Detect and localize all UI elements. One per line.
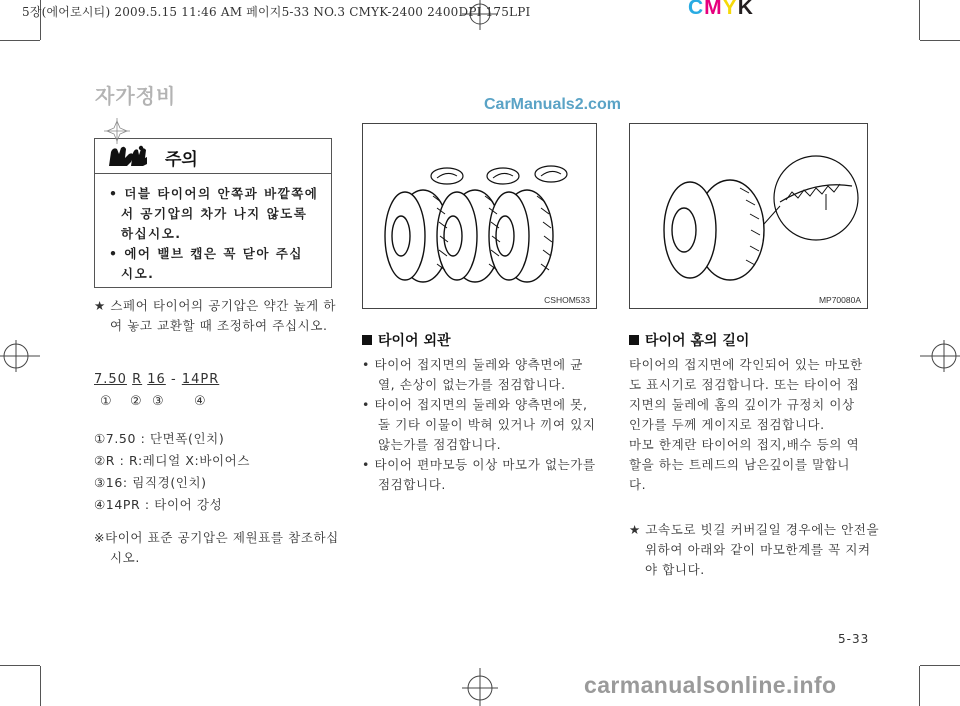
size-ply: 14PR — [181, 372, 220, 387]
size-dash: - — [170, 372, 177, 387]
crosshair-icon — [104, 118, 130, 144]
square-bullet-icon — [362, 335, 372, 345]
figure-tread-depth — [629, 123, 868, 309]
marker-2: ② — [130, 394, 142, 409]
caution-hands-icon — [107, 144, 149, 168]
print-header: 5장(에어로시티) 2009.5.15 11:46 AM 페이지5-33 NO.3 CMYK-2400 2400DPI 175LPI — [22, 5, 531, 19]
heading-tread-depth — [629, 330, 749, 350]
tire-illustration — [363, 124, 596, 292]
tire-size-definitions — [94, 428, 250, 516]
caution-item: • 더블 타이어의 안쪽과 바깥쪽에 서 공기압의 차가 나지 않도록 하십시오. — [109, 186, 319, 241]
registration-target-icon — [458, 668, 502, 706]
marker-3: ③ — [152, 394, 164, 409]
registration-target-icon — [920, 336, 960, 376]
cmyk-k: K — [737, 0, 754, 19]
square-bullet-icon — [629, 335, 639, 345]
tread-illustration — [630, 124, 867, 292]
tread-depth-text — [629, 355, 867, 495]
figure-tire-appearance — [362, 123, 597, 309]
crop-mark — [920, 40, 960, 41]
tire-size-code — [94, 372, 219, 387]
marker-4: ④ — [194, 394, 206, 409]
section-title: 자가정비 — [95, 84, 177, 108]
highway-rain-note: ★ 고속도로 빗길 커버길일 경우에는 안전을 위하여 아래와 같이 마모한계를 꼭 지켜야 합니다. — [629, 522, 880, 577]
cmyk-c: C — [688, 0, 705, 19]
crop-mark — [920, 665, 960, 666]
definition-item: ③16: 림직경(인치) — [94, 475, 207, 490]
cmyk-m: M — [704, 0, 723, 19]
cmyk-y: Y — [722, 0, 738, 19]
crop-mark — [919, 666, 920, 706]
heading-tire-appearance — [362, 330, 451, 350]
heading-text: 타이어 외관 — [378, 333, 451, 349]
definition-item: ①7.50 : 단면폭(인치) — [94, 431, 225, 446]
paragraph: 타이어의 접지면에 각인되어 있는 마모한도 표시기로 점검합니다. 또는 타이어 접지면의 둘레에 홈의 깊이가 규정치 이상인가를 두께 게이지로 점검합니다. — [629, 357, 863, 432]
crop-mark — [0, 665, 40, 666]
caution-title: 주의 — [165, 150, 198, 170]
caution-item: • 에어 밸브 캡은 꼭 닫아 주십 시오. — [109, 246, 303, 281]
pressure-reference-note: ※타이어 표준 공기압은 제원표를 참조하십시오. — [94, 530, 339, 565]
cmyk-label — [688, 0, 754, 20]
marker-1: ① — [100, 394, 112, 409]
definition-item: ④14PR : 타이어 강성 — [94, 497, 223, 512]
crop-mark — [0, 40, 40, 41]
watermark-top[interactable]: CarManuals2.com — [484, 96, 621, 113]
paragraph: 마모 한계란 타이어의 접지,배수 등의 역할을 하는 트레드의 남은깊이를 말합니다. — [629, 437, 860, 492]
caution-list — [95, 174, 331, 284]
size-rim: 16 — [147, 372, 166, 387]
bullet-item: • 타이어 접지면의 둘레와 양측면에 못, 돌 기타 이물이 박혀 있거나 끼여 있지 않는가를 점검합니다. — [362, 397, 596, 452]
size-type: R — [132, 372, 143, 387]
caution-box — [94, 138, 332, 288]
page-number: 5-33 — [838, 632, 870, 646]
registration-target-icon — [0, 336, 40, 376]
heading-text: 타이어 홈의 길이 — [645, 333, 750, 349]
appearance-bullets — [362, 355, 598, 495]
watermark-bottom[interactable]: carmanualsonline.info — [584, 672, 837, 698]
bullet-item: • 타이어 접지면의 둘레와 양측면에 균열, 손상이 없는가를 점검합니다. — [362, 357, 583, 392]
definition-item: ②R : R:레디얼 X:바이어스 — [94, 453, 251, 468]
figure-code: CSHOM533 — [544, 295, 590, 305]
bullet-item: • 타이어 편마모등 이상 마모가 없는가를 점검합니다. — [362, 457, 596, 492]
crop-mark — [919, 0, 920, 40]
size-width: 7.50 — [94, 372, 127, 387]
crop-mark — [40, 666, 41, 706]
figure-code: MP70080A — [818, 295, 861, 305]
spare-tire-note: ★ 스페어 타이어의 공기압은 약간 높게 하여 놓고 교환할 때 조정하여 주십시오. — [94, 298, 337, 333]
caution-header — [95, 139, 331, 174]
